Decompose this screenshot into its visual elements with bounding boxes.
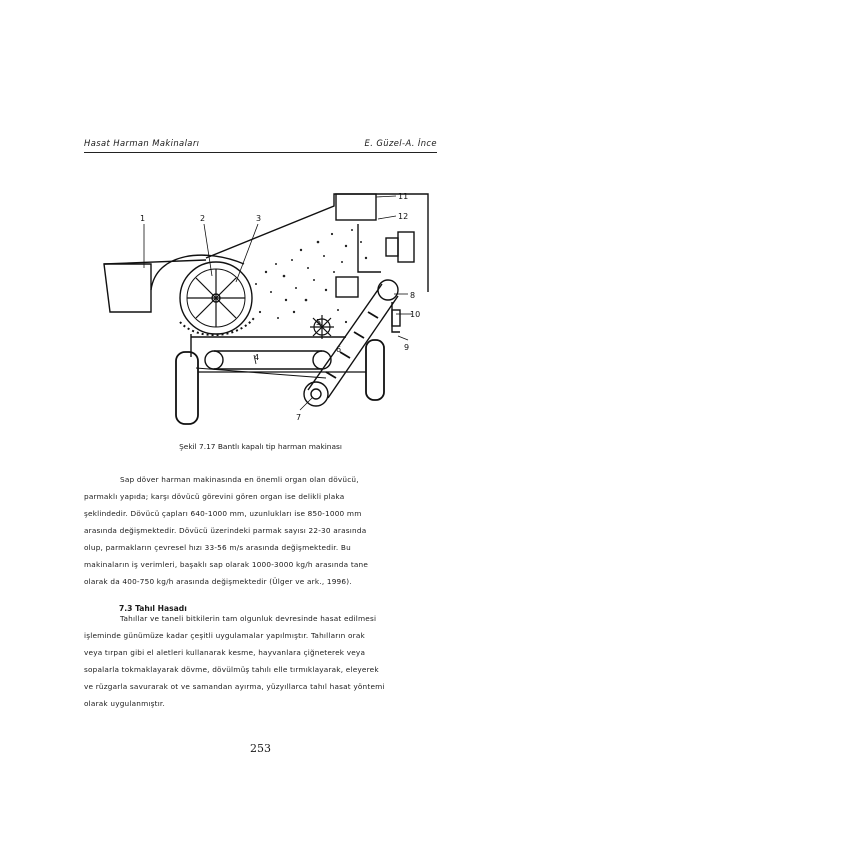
part-label: 12: [398, 212, 409, 221]
paragraph-line: veya tırpan gibi el aletleri kullanarak kesme, hayvanlara çiğneterek veya: [84, 648, 366, 657]
running-header: [84, 138, 437, 153]
part-label: 2: [200, 214, 206, 223]
feed-hopper: [104, 264, 151, 312]
threshing-machine-drawing: [96, 172, 441, 432]
section-heading: 7.3 Tahıl Hasadı: [119, 604, 187, 613]
paragraph-line: Tahıllar ve taneli bitkilerin tam olgunluk devresinde hasat edilmesi: [120, 614, 377, 623]
part-label: 11: [398, 192, 409, 201]
part-label: 6: [336, 345, 342, 354]
part-label: 3: [256, 214, 262, 223]
flying-chaff: [255, 229, 367, 323]
part-label: 9: [404, 343, 410, 352]
paragraph-line: olarak da 400-750 kg/h arasında değişmektedir (Ülger ve ark., 1996).: [84, 577, 352, 586]
paragraph-line: işleminde günümüze kadar çeşitli uygulamalar yapılmıştır. Tahılların orak: [84, 631, 365, 640]
paragraph-line: sopalarla tokmaklayarak dövme, dövülmüş tahılı elle tırmıklayarak, eleyerek: [84, 665, 379, 674]
part-label: 8: [410, 291, 416, 300]
front-wheel: [176, 352, 198, 424]
header-book-title: Hasat Harman Makinaları: [84, 138, 200, 148]
rear-wheel: [366, 340, 384, 400]
paragraph-line: şeklindedir. Dövücü çapları 640-1000 mm, uzunlukları ise 850-1000 mm: [84, 509, 362, 518]
paragraph-line: ve rüzgarla savurarak ot ve samandan ayırma, yüzyıllarca tahıl hasat yöntemi: [84, 682, 385, 691]
figure-caption: Şekil 7.17 Bantlı kapalı tip harman makinası: [179, 442, 342, 451]
threshing-machine-figure: [96, 172, 441, 432]
paragraph-line: olarak uygulanmıştır.: [84, 699, 165, 708]
paragraph-line: arasında değişmektedir. Dövücü üzerindeki parmak sayısı 22-30 arasında: [84, 526, 367, 535]
part-label: 5: [316, 318, 322, 327]
fan-rotor: [310, 315, 334, 339]
part-label: 7: [296, 413, 302, 422]
part-label: 1: [140, 214, 146, 223]
part-label: 4: [254, 353, 260, 362]
header-authors: E. Güzel-A. İnce: [364, 138, 437, 148]
paragraph-line: olup, parmakların çevresel hızı 33-56 m/s arasında değişmektedir. Bu: [84, 543, 351, 552]
machine-cover: [206, 194, 428, 292]
paragraph-grain-harvest: [84, 610, 437, 712]
paragraph-line: makinaların iş verimleri, başaklı sap olarak 1000-3000 kg/h arasında tane: [84, 560, 369, 569]
page-number: 253: [250, 742, 271, 755]
paragraph-line: parmaklı yapıda; karşı dövücü görevini gören organ ise delikli plaka: [84, 492, 345, 501]
paragraph-line: Sap döver harman makinasında en önemli organ olan dövücü,: [120, 475, 359, 484]
paragraph-threshing-drum: [84, 471, 437, 590]
part-label: 10: [410, 310, 421, 319]
